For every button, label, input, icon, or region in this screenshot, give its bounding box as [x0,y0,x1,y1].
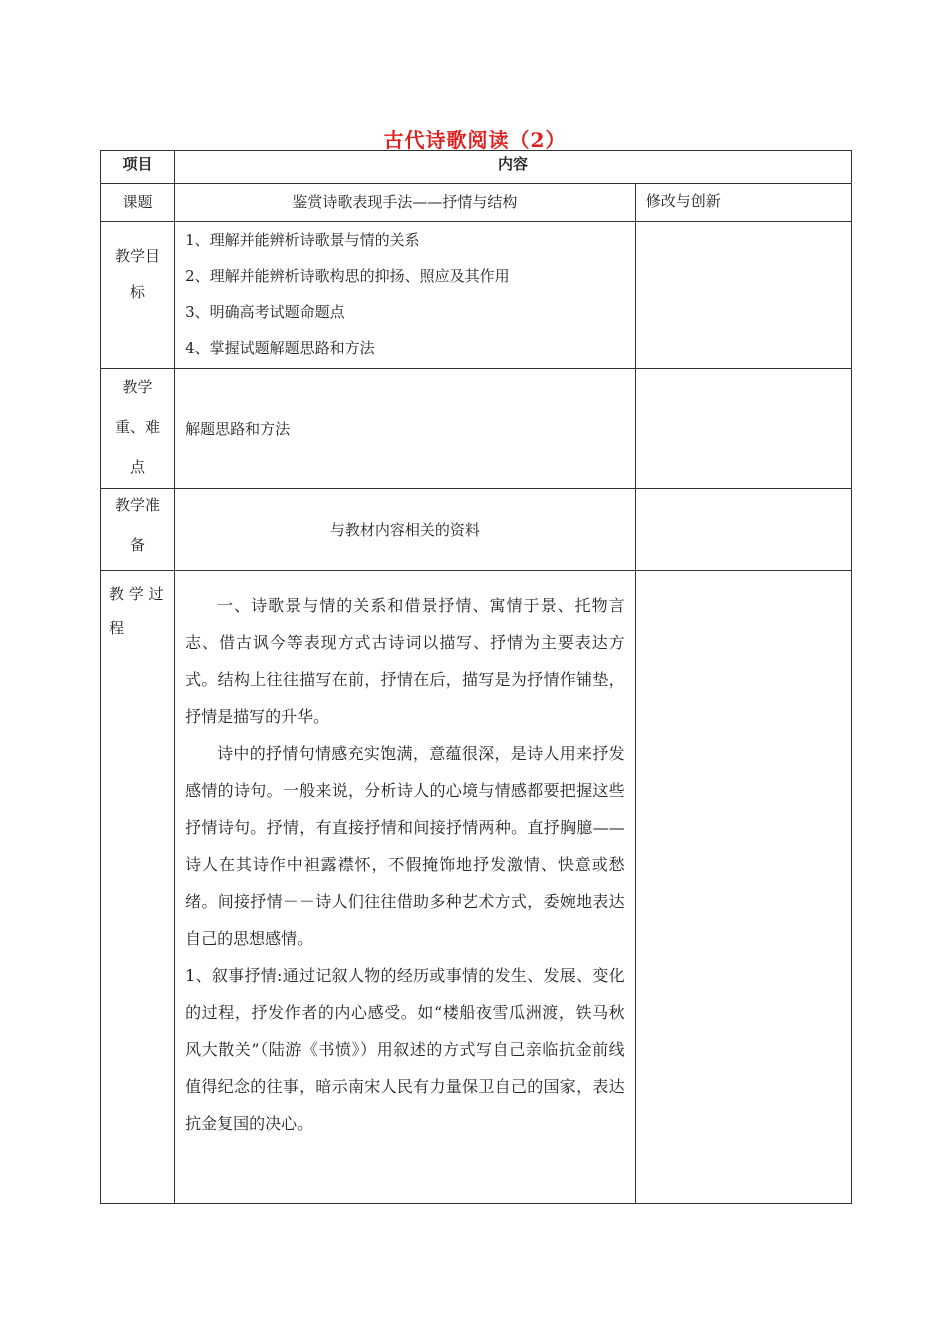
goal-item: 3、明确高考试题命题点 [185,303,345,321]
keypoints-label [101,369,175,489]
goals-note [635,222,851,369]
process-label [101,571,175,1204]
keypoints-label-line1: 教学 [122,378,153,396]
process-label-line1: 教 学 过 [109,585,164,603]
prep-content: 与教材内容相关的资料 [175,489,636,571]
header-row [101,151,852,184]
process-paragraph: 一、诗歌景与情的关系和借景抒情、寓情于景、托物言志、借古讽今等表现方式古诗词以描写、抒情为主要表达方式。结构上往往描写在前，抒情在后，描写是为抒情作铺垫，抒情是描写的升华。 [185,596,625,726]
prep-label [101,489,175,571]
goals-label-line2: 标 [130,283,146,301]
process-item: 1、叙事抒情:通过记叙人物的经历或事情的发生、发展、变化的过程，抒发作者的内心感受。如“楼船夜雪瓜洲渡，铁马秋风大散关”（陆游《书愤》）用叙述的方式写自己亲临抗金前线值得纪念的往事，暗示南宋人民有力量保卫自己的国家，表达抗金复国的决心。 [185,966,625,1133]
process-label-line2: 程 [109,619,125,637]
keypoints-note [635,369,851,489]
lesson-plan-table [100,150,852,1204]
keypoints-row [101,369,852,489]
keypoints-content: 解题思路和方法 [175,369,636,489]
page-title: 古代诗歌阅读（2） [383,128,567,152]
goals-row [101,222,852,369]
header-item: 项目 [101,151,175,184]
goal-item: 4、掌握试题解题思路和方法 [185,339,375,357]
prep-note [635,489,851,571]
topic-content: 鉴赏诗歌表现手法——抒情与结构 [175,184,636,222]
goal-item: 1、理解并能辨析诗歌景与情的关系 [185,231,420,249]
goals-label [101,222,175,369]
prep-label-line1: 教学准 [115,496,161,514]
process-content [175,571,636,1204]
prep-label-line2: 备 [130,536,146,554]
revision-note-header: 修改与创新 [635,184,851,222]
keypoints-label-line2: 重、难 [115,418,161,436]
header-content: 内容 [175,151,852,184]
process-row [101,571,852,1204]
goals-content [175,222,636,369]
topic-row [101,184,852,222]
prep-row [101,489,852,571]
goal-item: 2、理解并能辨析诗歌构思的抑扬、照应及其作用 [185,267,510,285]
process-paragraph: 诗中的抒情句情感充实饱满，意蕴很深，是诗人用来抒发感情的诗句。一般来说，分析诗人的心境与情感都要把握这些抒情诗句。抒情，有直接抒情和间接抒情两种。直抒胸臆——诗人在其诗作中袒露襟怀，不假掩饰地抒发激情、快意或愁绪。间接抒情－－诗人们往往借助多种艺术方式，委婉地表达自己的思想感情。 [185,744,625,948]
keypoints-label-line3: 点 [130,458,146,476]
goals-label-line1: 教学目 [115,247,161,265]
topic-label: 课题 [101,184,175,222]
process-note [635,571,851,1204]
